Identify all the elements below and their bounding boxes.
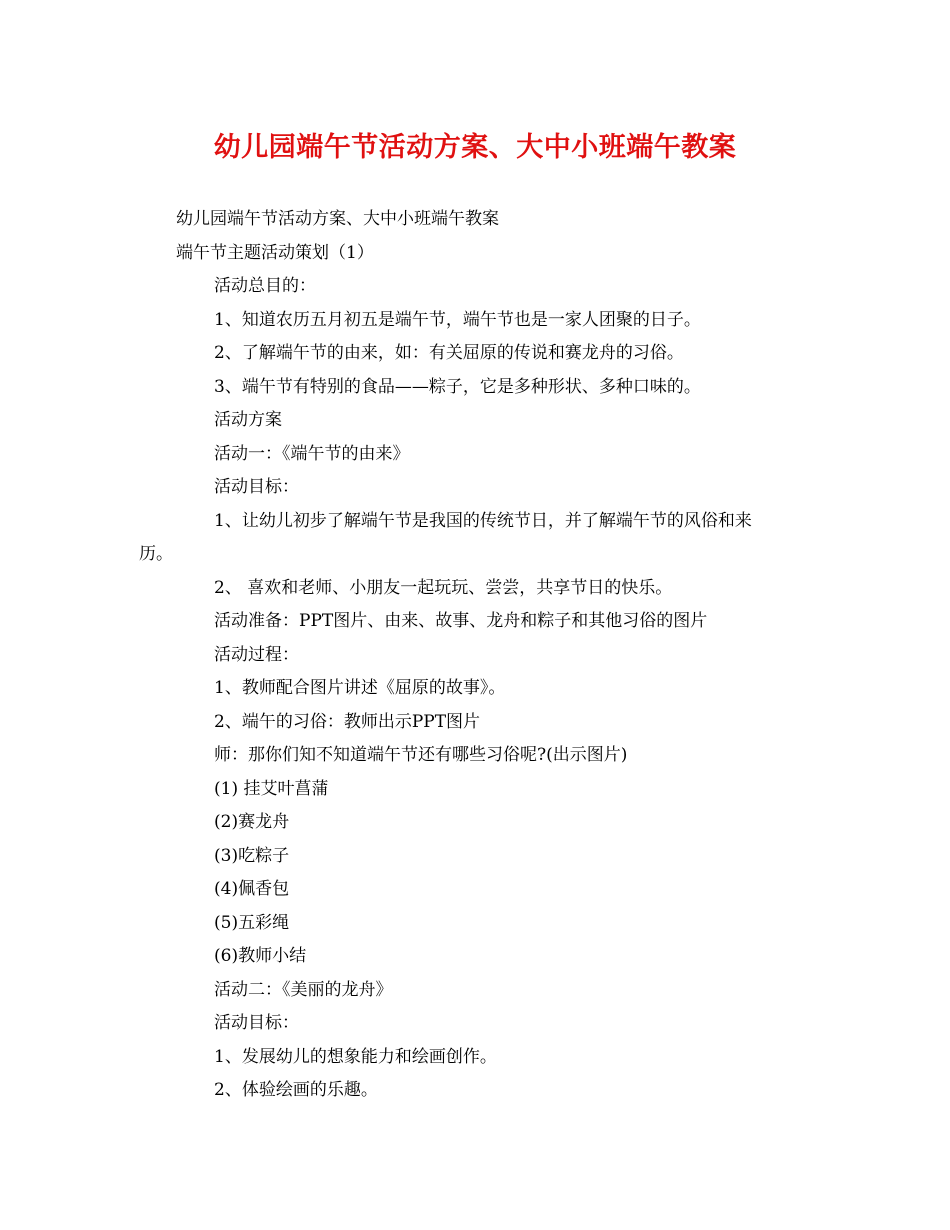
paragraph-line: 2、端午的习俗：教师出示PPT图片: [214, 711, 481, 732]
paragraph-line: (5)五彩绳: [214, 912, 290, 933]
paragraph-line: (6)教师小结: [214, 946, 307, 966]
paragraph-line: 师：那你们知不知道端午节还有哪些习俗呢?(出示图片): [214, 745, 628, 765]
paragraph-line: 活动目标：: [214, 477, 299, 497]
paragraph-line: 1、教师配合图片讲述《屈原的故事》。: [214, 678, 506, 698]
paragraph-line: 1、让幼儿初步了解端午节是我国的传统节日，并了解端午节的风俗和来: [214, 510, 752, 531]
paragraph-line: 活动方案: [214, 410, 282, 430]
paragraph-line: 1、发展幼儿的想象能力和绘画创作。: [214, 1046, 497, 1067]
paragraph-line: 活动二：《美丽的龙舟》: [214, 979, 393, 1000]
paragraph-line: 活动目标：: [214, 1013, 299, 1033]
document-title: 幼儿园端午节活动方案、大中小班端午教案: [213, 132, 737, 163]
paragraph-line: 2、了解端午节的由来，如：有关屈原的传说和赛龙舟的习俗。: [214, 343, 684, 363]
paragraph-line: (2)赛龙舟: [214, 812, 290, 832]
paragraph-line: (3)吃粽子: [214, 845, 290, 866]
paragraph-line: 3、端午节有特别的食品——粽子，它是多种形状、多种口味的。: [214, 376, 701, 397]
paragraph-line: 历。: [139, 544, 173, 564]
paragraph-line: 2、体验绘画的乐趣。: [214, 1080, 378, 1100]
paragraph-line: 活动总目的：: [214, 276, 316, 296]
paragraph-line: 活动准备：PPT图片、由来、故事、龙舟和粽子和其他习俗的图片: [214, 611, 708, 631]
paragraph-line: 端午节主题活动策划（1）: [176, 242, 374, 263]
paragraph-line: 活动过程：: [214, 644, 299, 665]
paragraph-line: 活动一：《端午节的由来》: [214, 443, 410, 464]
paragraph-line: 1、知道农历五月初五是端午节，端午节也是一家人团聚的日子。: [214, 309, 701, 330]
paragraph-line: (4)佩香包: [214, 879, 290, 899]
paragraph-line: (1) 挂艾叶菖蒲: [214, 778, 329, 799]
paragraph-line: 幼儿园端午节活动方案、大中小班端午教案: [176, 209, 499, 229]
paragraph-line: 2、 喜欢和老师、小朋友一起玩玩、尝尝，共享节日的快乐。: [214, 577, 673, 598]
document-body: [0, 203, 950, 1108]
